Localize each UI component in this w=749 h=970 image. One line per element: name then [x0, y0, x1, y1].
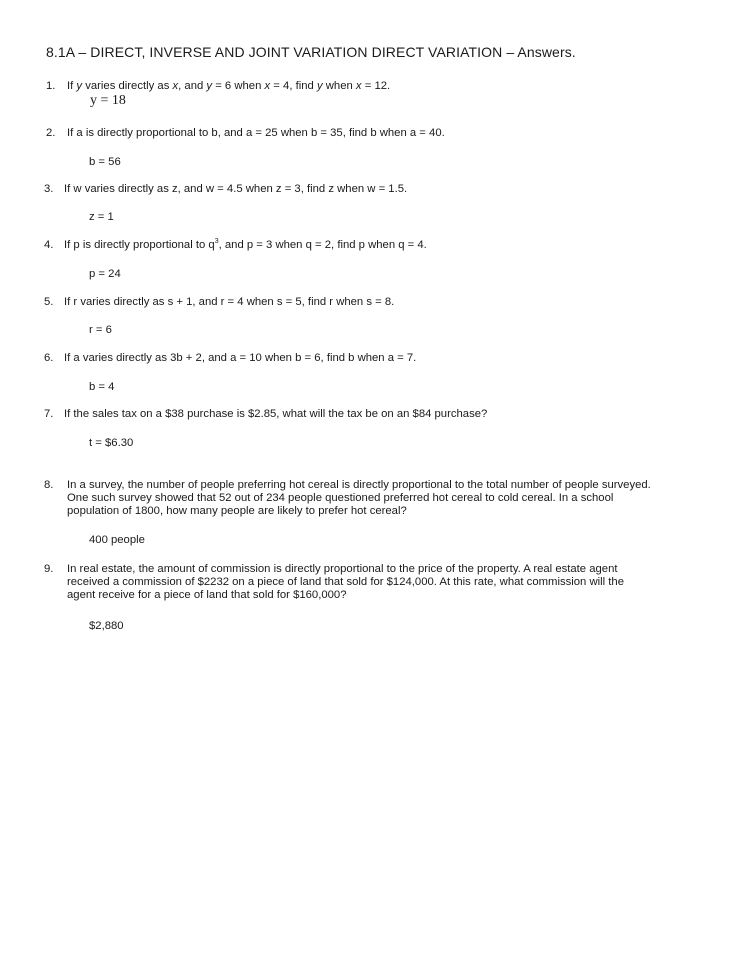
question-line: One such survey showed that 52 out of 234 people questioned preferred hot cereal to cold cereal. In a school [67, 492, 614, 504]
problem-number: 6. [44, 352, 54, 364]
problem-question: If a is directly proportional to b, and a = 25 when b = 35, find b when a = 40. [67, 127, 445, 139]
problem-answer: z = 1 [89, 211, 114, 223]
question-text: , and p = 3 when q = 2, find p when q = 4. [218, 239, 427, 251]
problem-number: 8. [44, 479, 54, 491]
problem-answer: p = 24 [89, 268, 121, 280]
problem-question [67, 479, 712, 518]
problem-answer: y = 18 [90, 93, 126, 108]
problem-number: 4. [44, 239, 54, 251]
problem-question: If a varies directly as 3b + 2, and a = 10 when b = 6, find b when a = 7. [64, 352, 417, 364]
problem-question [64, 239, 709, 252]
exponent: 3 [214, 238, 219, 246]
problem-answer: t = $6.30 [89, 437, 134, 449]
question-line: agent receive for a piece of land that sold for $160,000? [67, 589, 347, 601]
problem-number: 2. [46, 127, 56, 139]
question-text: If p is directly proportional to q [64, 239, 215, 251]
question-line: received a commission of $2232 on a piece of land that sold for $124,000. At this rate, what commission will the [67, 576, 624, 588]
problem-number: 1. [46, 80, 56, 92]
problem-number: 9. [44, 563, 54, 575]
problem-question: If the sales tax on a $38 purchase is $2.85, what will the tax be on an $84 purchase? [64, 408, 488, 420]
problem-number: 5. [44, 296, 54, 308]
problem-answer: r = 6 [89, 324, 112, 336]
question-line: In real estate, the amount of commission is directly proportional to the price of the property. A real estate agent [67, 563, 618, 575]
problem-answer: 400 people [89, 534, 145, 546]
question-line: In a survey, the number of people preferring hot cereal is directly proportional to the total number of people surveyed. [67, 479, 651, 491]
problem-question: If w varies directly as z, and w = 4.5 when z = 3, find z when w = 1.5. [64, 183, 408, 195]
question-line: population of 1800, how many people are likely to prefer hot cereal? [67, 505, 407, 517]
problem-answer: b = 4 [89, 381, 115, 393]
problem-number: 3. [44, 183, 54, 195]
problem-question: If y varies directly as x, and y = 6 when x = 4, find y when x = 12. [67, 80, 391, 92]
page-title: 8.1A – DIRECT, INVERSE AND JOINT VARIATION DIRECT VARIATION – Answers. [46, 44, 576, 60]
problem-question: If r varies directly as s + 1, and r = 4 when s = 5, find r when s = 8. [64, 296, 395, 308]
problem-answer: b = 56 [89, 156, 121, 168]
problem-question [67, 563, 712, 602]
problem-answer: $2,880 [89, 620, 124, 632]
problem-number: 7. [44, 408, 54, 420]
